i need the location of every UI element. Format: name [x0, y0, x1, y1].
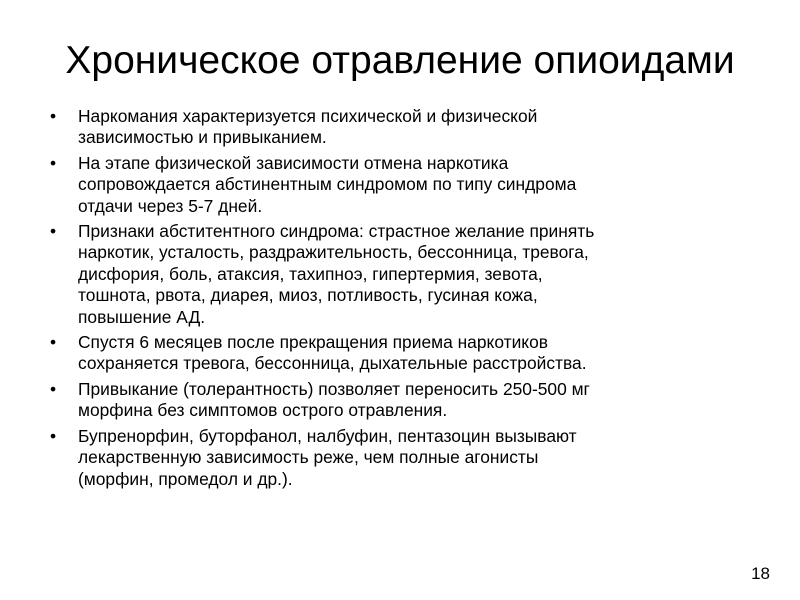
bullet-text-line: сохраняется тревога, бессонница, дыхательные расстройства. — [78, 353, 587, 374]
bullet-text-line: сопровождается абстинентным синдромом по типу синдрома — [78, 174, 577, 195]
bullet-item — [48, 153, 768, 217]
bullet-item — [48, 332, 768, 375]
bullet-list — [48, 106, 768, 494]
bullet-item — [48, 221, 768, 328]
bullet-text-line: Бупренорфин, буторфанол, налбуфин, пентазоцин вызывают — [78, 425, 577, 446]
bullet-text-line: тошнота, рвота, диарея, миоз, потливость, гусиная кожа, — [78, 285, 538, 306]
bullet-text-line: дисфория, боль, атаксия, тахипноэ, гипертермия, зевота, — [78, 263, 543, 284]
bullet-text-line: Спустя 6 месяцев после прекращения приема наркотиков — [78, 332, 549, 353]
bullet-marker: • — [50, 221, 57, 242]
bullet-text-line: наркотик, усталость, раздражительность, бессонница, тревога, — [78, 242, 589, 263]
bullet-item — [48, 426, 768, 490]
bullet-marker: • — [50, 378, 57, 399]
bullet-text-line: отдачи через 5-7 дней. — [78, 195, 263, 216]
bullet-text-line: Привыкание (толерантность) позволяет переносить 250-500 мг — [78, 378, 590, 399]
bullet-text-line: Наркомания характеризуется психической и физической — [78, 106, 538, 126]
bullet-text-line: Признаки абститентного синдрома: страстное желание принять — [78, 221, 595, 242]
bullet-marker: • — [50, 106, 57, 126]
bullet-text-line: зависимостью и привыканием. — [78, 127, 327, 148]
bullet-item — [48, 106, 768, 149]
bullet-item — [48, 379, 768, 422]
bullet-marker: • — [50, 425, 57, 446]
bullet-text-line: лекарственную зависимость реже, чем полные агонисты — [78, 447, 539, 468]
bullet-marker: • — [50, 152, 57, 173]
page-number: 18 — [751, 564, 770, 583]
bullet-marker: • — [50, 332, 57, 353]
bullet-text-line: (морфин, промедол и др.). — [78, 468, 293, 489]
bullet-text-line: морфина без симптомов острого отравления. — [78, 400, 448, 421]
slide-title: Хроническое отравление опиоидами — [65, 39, 735, 82]
bullet-text-line: повышение АД. — [78, 306, 206, 327]
bullet-text-line: На этапе физической зависимости отмена наркотика — [78, 152, 509, 173]
